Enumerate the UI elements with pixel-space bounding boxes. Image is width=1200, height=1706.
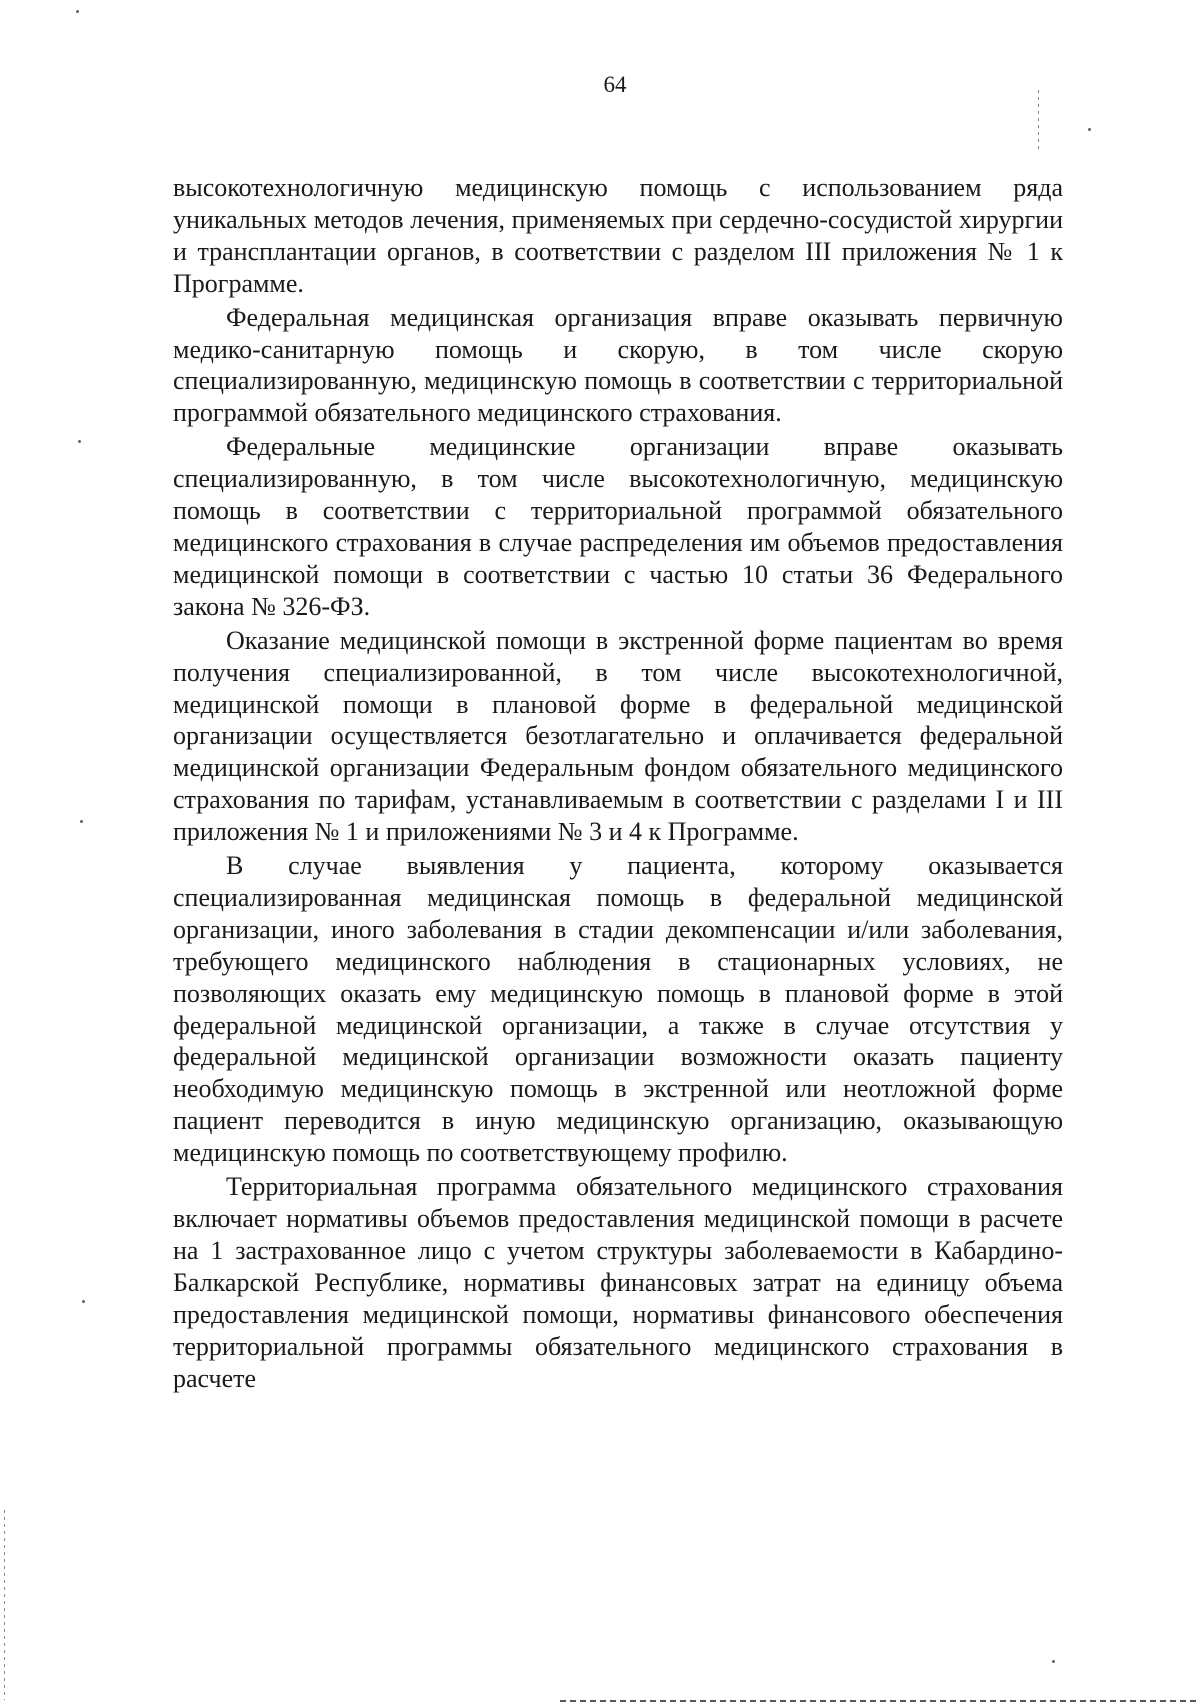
page-number: 64 xyxy=(603,72,627,97)
scan-speck xyxy=(80,820,83,823)
scan-margin-line xyxy=(1038,90,1039,150)
paragraph-2: Федеральная медицинская организация вправе оказывать первичную медико-санитарную помощь и скорую, в том числе скорую специализированную, медицинскую помощь в соответствии с территориальной программой обязательного медицинского страхования. xyxy=(173,302,1063,428)
paragraph-4: Оказание медицинской помощи в экстренной форме пациентам во время получения специализированной, в том числе высокотехнологичной, медицинской помощи в плановой форме в федеральной медицинской организации осуществляется безотлагательно и оплачивается федеральной медицинской организации Федеральным фондом обязательного медицинского страхования по тарифам, устанавливаемым в соответствии с разделами I и III приложения № 1 и приложениями № 3 и 4 к Программе. xyxy=(173,625,1063,847)
scan-speck xyxy=(78,440,81,443)
document-body xyxy=(173,172,1063,1396)
scan-margin-line xyxy=(4,1510,5,1700)
scan-speck xyxy=(1052,1660,1055,1663)
paragraph-3: Федеральные медицинские организации вправе оказывать специализированную, в том числе высокотехнологичную, медицинскую помощь в соответствии с территориальной программой обязательного медицинского страхования в случае распределения им объемов предоставления медицинской помощи в соответствии с частью 10 статьи 36 Федерального закона № 326-ФЗ. xyxy=(173,432,1063,621)
scan-speck xyxy=(1088,128,1091,131)
scan-speck xyxy=(76,10,79,13)
scan-speck xyxy=(82,1300,85,1303)
paragraph-6: Территориальная программа обязательного медицинского страхования включает нормативы объемов предоставления медицинской помощи в расчете на 1 застрахованное лицо с учетом структуры заболеваемости в Кабардино-Балкарской Республике, нормативы финансовых затрат на единицу объема предоставления медицинской помощи, нормативы финансового обеспечения территориальной программы обязательного медицинского страхования в расчете xyxy=(173,1172,1063,1393)
paragraph-1: высокотехнологичную медицинскую помощь с использованием ряда уникальных методов лечения, применяемых при сердечно-сосудистой хирургии и трансплантации органов, в соответствии с разделом III приложения № 1 к Программе. xyxy=(173,173,1063,298)
paragraph-5: В случае выявления у пациента, которому оказывается специализированная медицинская помощь в федеральной медицинской организации, иного заболевания в стадии декомпенсации и/или заболевания, требующего медицинского наблюдения в стационарных условиях, не позволяющих оказать ему медицинскую помощь в плановой форме в этой федеральной медицинской организации, а также в случае отсутствия у федеральной медицинской организации возможности оказать пациенту необходимую медицинскую помощь в экстренной или неотложной форме пациент переводится в иную медицинскую организацию, оказывающую медицинскую помощь по соответствующему профилю. xyxy=(173,851,1063,1168)
scan-bottom-edge xyxy=(560,1700,1200,1702)
